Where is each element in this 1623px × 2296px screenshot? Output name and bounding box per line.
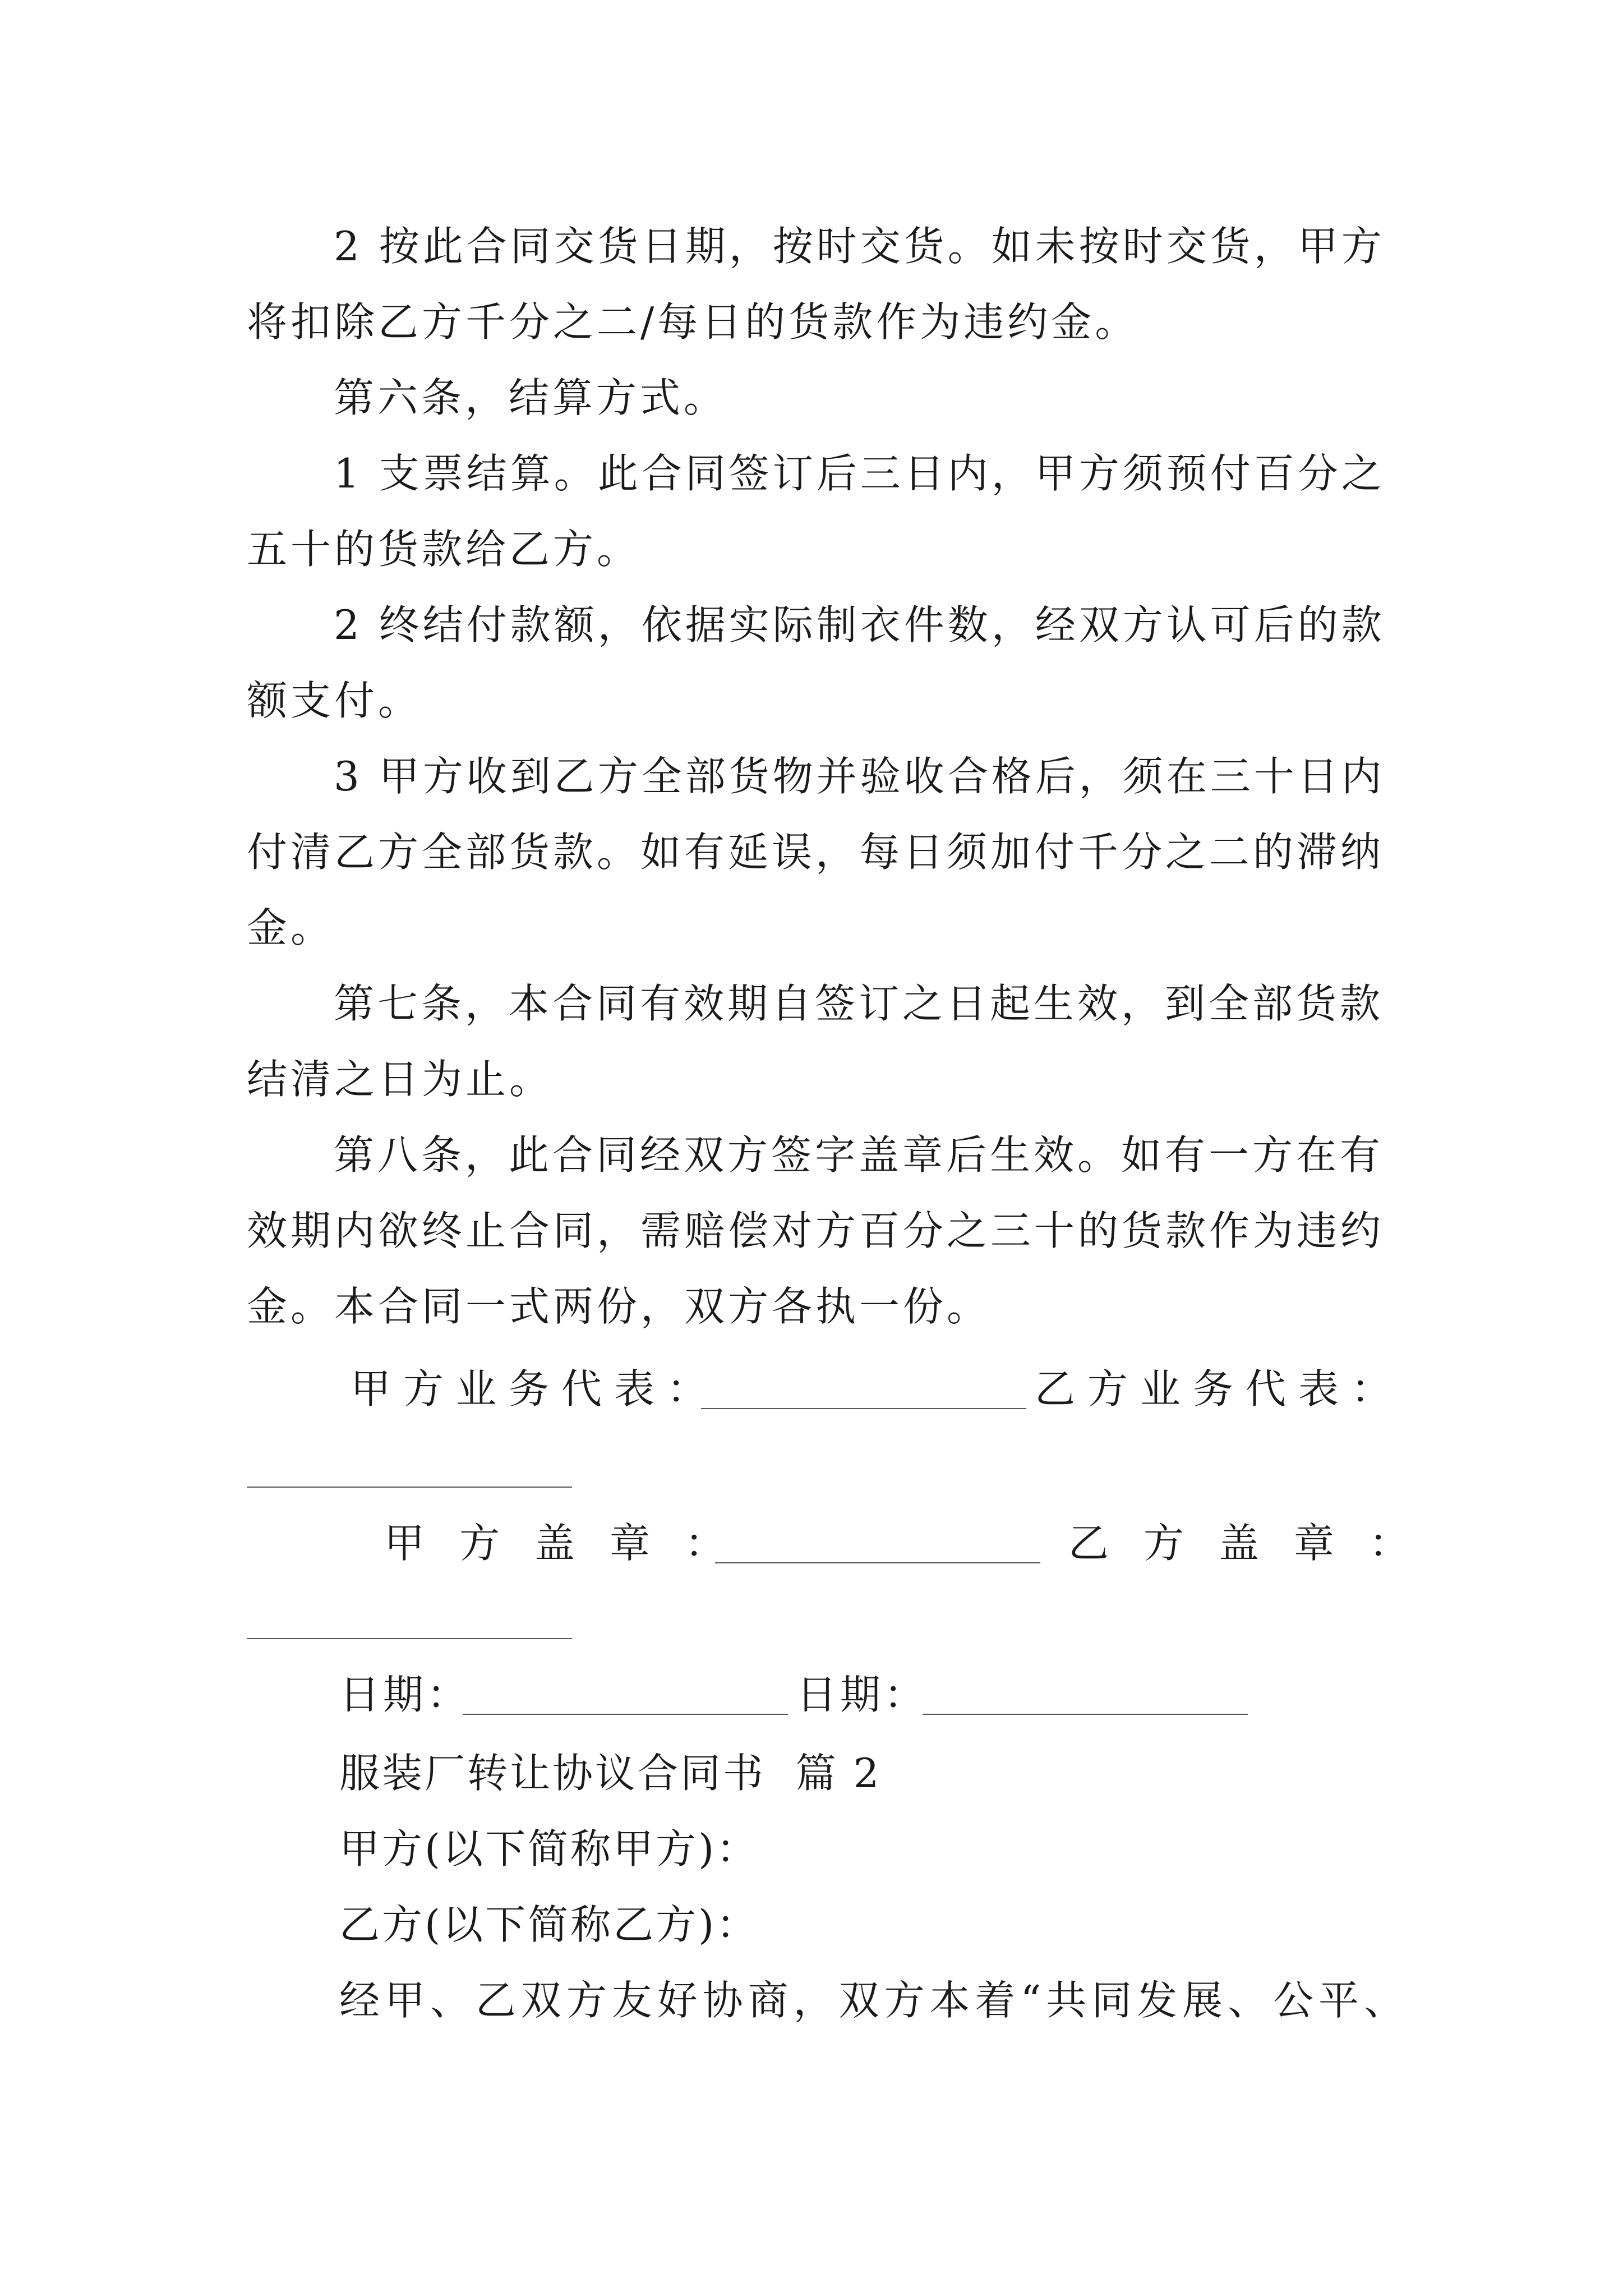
date-b-blank: [923, 1714, 1248, 1715]
clause-acceptance-line3: 金。: [247, 904, 335, 951]
rep-a-label: 甲方业务代表：: [351, 1365, 720, 1412]
clause-final-payment-line1: 2 终结付款额，依据实际制衣件数，经双方认可后的款: [334, 601, 1385, 648]
seal-a-blank: [715, 1562, 1040, 1563]
rep-b-label: 乙方业务代表：: [1035, 1365, 1404, 1412]
section-two-title: 服装厂转让协议合同书 篇 2: [339, 1750, 882, 1797]
clause-delivery-line2: 将扣除乙方千分之二/每日的货款作为违约金。: [247, 298, 1139, 346]
article-seven-line2: 结清之日为止。: [247, 1056, 554, 1103]
article-eight-line2: 效期内欲终止合同，需赔偿对方百分之三十的货款作为违约: [247, 1207, 1385, 1254]
clause-check-line1: 1 支票结算。此合同签订后三日内，甲方须预付百分之: [334, 450, 1385, 497]
seal-a-label: 甲方盖章：: [384, 1520, 760, 1567]
article-eight-line1: 第八条，此合同经双方签字盖章后生效。如有一方在有: [334, 1131, 1384, 1179]
clause-acceptance-line1: 3 甲方收到乙方全部货物并验收合格后，须在三十日内: [334, 753, 1385, 800]
rep-a-blank: [701, 1408, 1026, 1409]
article-six-heading: 第六条，结算方式。: [334, 374, 728, 421]
seal-b-label: 乙方盖章：: [1068, 1520, 1445, 1567]
date-a-blank: [463, 1714, 788, 1715]
clause-delivery-line1: 2 按此合同交货日期，按时交货。如未按时交货，甲方: [334, 223, 1385, 270]
article-eight-line3: 金。本合同一式两份，双方各执一份。: [247, 1283, 991, 1330]
section-two-intro-line: 经甲、乙双方友好协商，双方本着“共同发展、公平、: [339, 1977, 1408, 2024]
clause-acceptance-line2: 付清乙方全部货款。如有延误，每日须加付千分之二的滞纳: [247, 829, 1385, 876]
party-b-line: 乙方(以下简称乙方)：: [339, 1901, 759, 1948]
clause-final-payment-line2: 额支付。: [247, 677, 422, 724]
date-b-label: 日期：: [796, 1671, 928, 1718]
party-a-line: 甲方(以下简称甲方)：: [339, 1825, 759, 1872]
date-a-label: 日期：: [339, 1671, 471, 1718]
article-seven-line1: 第七条，本合同有效期自签订之日起生效，到全部货款: [334, 980, 1384, 1027]
seal-b-blank: [247, 1638, 572, 1639]
rep-b-blank: [247, 1487, 572, 1488]
clause-check-line2: 五十的货款给乙方。: [247, 526, 641, 573]
